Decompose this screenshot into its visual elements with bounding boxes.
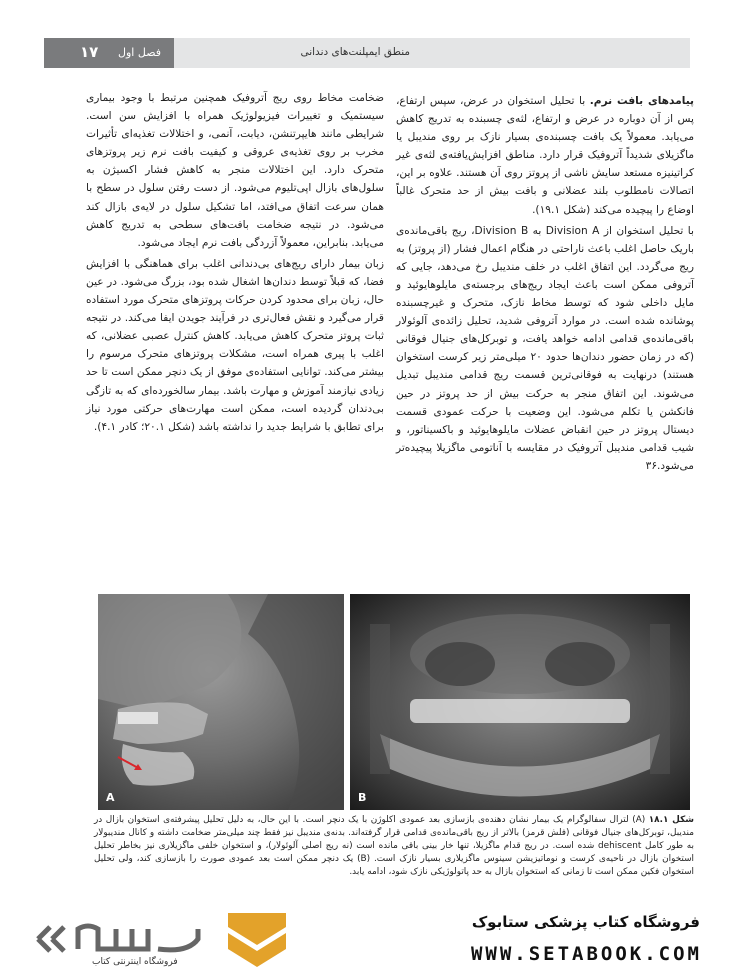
store-name: فروشگاه کتاب پزشکی ستابوک (471, 913, 700, 931)
paragraph: زبان بیمار دارای ریج‌های بی‌دندانی اغلب برای هماهنگی با افزایش فضا، که قبلاً توسط دندان‌ها اشغال شده بود، بزرگ می‌شود. در عین حال، زبان برای محدود کردن حرکات پروتزهای متحرک مورد استفاده قرار می‌گیرد و نقش فعال‌تری در فرآیند جویدن ایفا می‌کند. در نتیجه ثبات پروتز متحرک کاهش می‌یابد. کاهش کنترل عصبی عضلانی، که اغلب با پیری همراه است، مشکلات پروتزهای متحرک مرسوم را بیشتر می‌کند. توانایی استفاده‌ی موفق از یک دنچر ممکن است تا حد زیادی نیازمند آموزش و مهارت باشد. بیمار سالخورده‌ای که به تازگی بی‌دندان گردیده است، ممکن است مهارت‌های حرکتی مورد نیاز برای تطابق با شرایط جدید را نداشته باشد (شکل ۲۰.۱؛ کادر ۴.۱). (86, 257, 384, 433)
header-chapter-box (44, 38, 174, 68)
logo-subtitle: فروشگاه اینترنتی کتاب (92, 957, 178, 967)
cephalogram-image (98, 594, 344, 810)
figure-panoramic (350, 594, 690, 810)
running-title: منطق ایمپلنت‌های دندانی (300, 46, 410, 58)
chevron-logo-icon (228, 913, 286, 967)
panoramic-image (350, 594, 690, 810)
header-title-bar (174, 38, 690, 68)
paragraph (396, 92, 694, 219)
paragraph: ضخامت مخاط روی ریج آتروفیک همچنین مرتبط با وجود بیماری سیستمیک و تغییرات فیزیولوژیک همراه با افزایش سن است. شرایطی مانند هایپرتنشن، دیابت، آنمی، و اختلالات تغذیه‌ای تأثیرات مخرب بر روی تغذیه‌ی عروقی و کیفیت بافت نرم زیر پروتزهای متحرک دارد. این اختلالات منجر به کاهش فشار اکسیژن به سلول‌های بازال اپی‌تلیوم می‌شود. از دست رفتن سلول در سطح با همان سرعت اتفاق می‌افتد، اما تشکیل سلول در لایه‌ی بازال کند می‌شود. در نتیجه ضخامت بافت‌های سطحی به تدریج کاهش می‌یابد. بنابراین، معمولاً آزردگی بافت نرم ایجاد می‌شود. (86, 92, 384, 249)
chapter-label: فصل اول (118, 46, 161, 59)
figure-label-a: A (106, 791, 115, 804)
paragraph-text: با تحلیل استخوان در عرض، سپس ارتفاع، پس از آن دوباره در عرض و ارتفاع، لثه‌ی چسبنده به تدریج کاهش می‌یابد. معمولاً یک بافت چسبنده‌ی بسیار نازک بر روی مندیبل یا ماگزیلای شدیداً آتروفیک قرار دارد. مناطق افزایش‌یافته‌ی لثه‌ی غیر کراتینیزه مستعد سایش ناشی از پروتز روی آن هستند. علاوه بر این، اتصالات نامطلوب بلند عضلانی و بافت بیش از حد متحرک غالباً اوضاع را پیچیده می‌کند (شکل ۱۹.۱). (396, 95, 694, 216)
store-url[interactable]: WWW.SETABOOK.COM (470, 943, 702, 965)
page-header (44, 38, 690, 68)
text-column-left (86, 89, 384, 436)
setabook-wordmark (38, 926, 198, 951)
figure-caption (94, 814, 694, 879)
paragraph: با تحلیل استخوان از Division A به Division B، ریج باقی‌مانده‌ی باریک حاصل اغلب باعث ناراحتی در هنگام اعمال فشار (از پروتز) به ریج می‌گردد. این اتفاق اغلب در خلف مندیبل رخ می‌دهد، جایی که آتروفی ممکن است باعث ایجاد ریج‌های برجسته‌ی مایلوهایوئید و مایل داخلی شود که توسط مخاط نازک، متحرک و غیرچسبنده پوشانده شده است. در موارد آتروفی شدید، تحلیل زائده‌ی آلوئولار باقی‌مانده‌ی قدامی ادامه خواهد یافت، و توبرکل‌های جنیال فوقانی (که در زمان حضور دندان‌ها حدود ۲۰ میلی‌متر زیر کرست استخوان هستند) درنهایت به فوقانی‌ترین قسمت ریج قدامی مندیبل تبدیل می‌شوند. این اتفاق منجر به حرکت بیش از حد پروتز در حین فانکشن یا تکلم می‌شود. این وضعیت با حرکت عمودی قسمت دیستال پروتز در حین انقباض عضلات مایلوهایوئید و باکسیناتور، و شیب قدامی مندیبل آتروفیک در مقایسه با آناتومی ماگزیلا پیچیده‌تر می‌شود.۳۶ (396, 224, 694, 472)
figure-label-b: B (358, 791, 367, 804)
paragraph-heading: پیامدهای بافت نرم. (589, 95, 694, 107)
publisher-footer (0, 905, 737, 977)
text-column-right (396, 92, 694, 475)
figure-cephalogram (98, 594, 344, 810)
page-number: ۱۷ (80, 43, 99, 61)
caption-label: شکل ۱۸.۱ (648, 815, 694, 825)
caption-text: (A) لترال سفالوگرام یک بیمار نشان دهنده‌ی بازسازی بعد عمودی اکلوژن با یک دنچر است. با این حال، به دلیل تحلیل پیشرفته‌ی استخوان بازال در مندیبل، توبرکل‌های جنیال فوقانی (فلش قرمز) بالاتر از ریج باقی‌مانده‌ی قدامی قرار گرفته‌اند. بدنه‌ی مندیبل نیز فقط چند میلی‌متر ضخامت داشته و کانال مندیبولار به طور کامل dehiscent شده است. در ریج قدام ماگزیلا، تنها خار بینی باقی مانده است (نه ریج اصلی آلوئولار)، و استخوان خلفی ماگزیلاری نیز بخاطر تحلیل استخوان بازال در ناحیه‌ی کرست و نوماتیزیشن سینوس ماگزیلاری بسیار نازک است. (B) یک دنچر ممکن است بعد عمودی صورت را بازسازی کند، ولی تحلیل استخوان فکین ممکن است تا زمانی که استخوان بازال به حد پاتولوژیکی نازک شود، ادامه یابد. (94, 815, 695, 877)
